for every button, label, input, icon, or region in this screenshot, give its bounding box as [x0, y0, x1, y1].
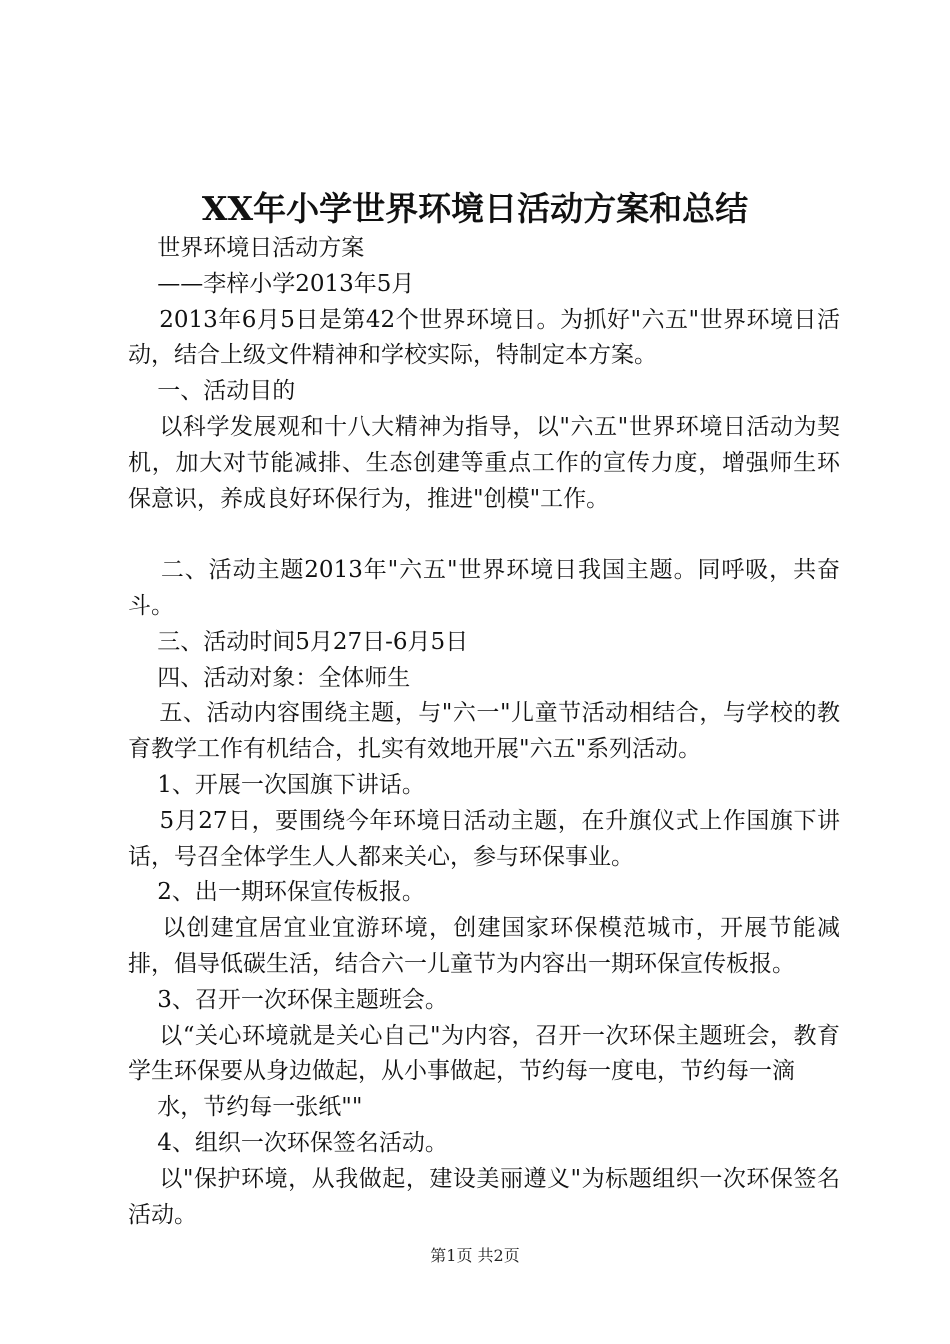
document-paragraph: 5月27日，要围绕今年环境日活动主题，在升旗仪式上作国旗下讲话，号召全体学生人人都来关心，参与环保事业。	[128, 807, 840, 870]
document-title: XX年小学世界环境日活动方案和总结	[201, 189, 749, 228]
document-paragraph: ——李梓小学2013年5月	[128, 270, 415, 297]
page-number-footer: 第1页 共2页	[430, 1246, 520, 1265]
document-paragraph: 水，节约每一张纸""	[128, 1094, 363, 1121]
document-paragraph: 二、活动主题2013年"六五"世界环境日我国主题。同呼吸，共奋斗。	[128, 557, 840, 619]
document-paragraph: 三、活动时间5月27日-6月5日	[128, 628, 469, 655]
document-paragraph: 以科学发展观和十八大精神为指导，以"六五"世界环境日活动为契机，加大对节能减排、生态创建等重点工作的宣传力度，增强师生环保意识，养成良好环保行为，推进"创模"工作。	[128, 413, 840, 512]
document-paragraph: 4、组织一次环保签名活动。	[128, 1129, 448, 1156]
document-paragraph: 2013年6月5日是第42个世界环境日。为抓好"六五"世界环境日活动，结合上级文件精神和学校实际，特制定本方案。	[128, 306, 840, 369]
document-paragraph: 以创建宜居宜业宜游环境，创建国家环保模范城市，开展节能减排，倡导低碳生活，结合六一儿童节为内容出一期环保宣传板报。	[128, 915, 840, 977]
document-paragraph: 四、活动对象：全体师生	[128, 664, 411, 691]
document-paragraph	[128, 517, 840, 553]
document-paragraph: 一、活动目的	[128, 378, 296, 405]
document-paragraph: 以"保护环境，从我做起，建设美丽遵义"为标题组织一次环保签名活动。	[128, 1165, 840, 1228]
document-paragraph: 3、召开一次环保主题班会。	[128, 986, 448, 1013]
document-paragraph: 1、开展一次国旗下讲话。	[128, 771, 425, 798]
document-paragraph: 世界环境日活动方案	[128, 235, 365, 261]
document-paragraph: 2、出一期环保宣传板报。	[128, 879, 425, 906]
document-body	[128, 231, 840, 1233]
document-paragraph: 五、活动内容围绕主题，与"六一"儿童节活动相结合，与学校的教育教学工作有机结合，扎实有效地开展"六五"系列活动。	[128, 700, 840, 763]
document-paragraph: 以“关心环境就是关心自己"为内容，召开一次环保主题班会，教育学生环保要从身边做起，从小事做起，节约每一度电，节约每一滴	[128, 1022, 840, 1085]
